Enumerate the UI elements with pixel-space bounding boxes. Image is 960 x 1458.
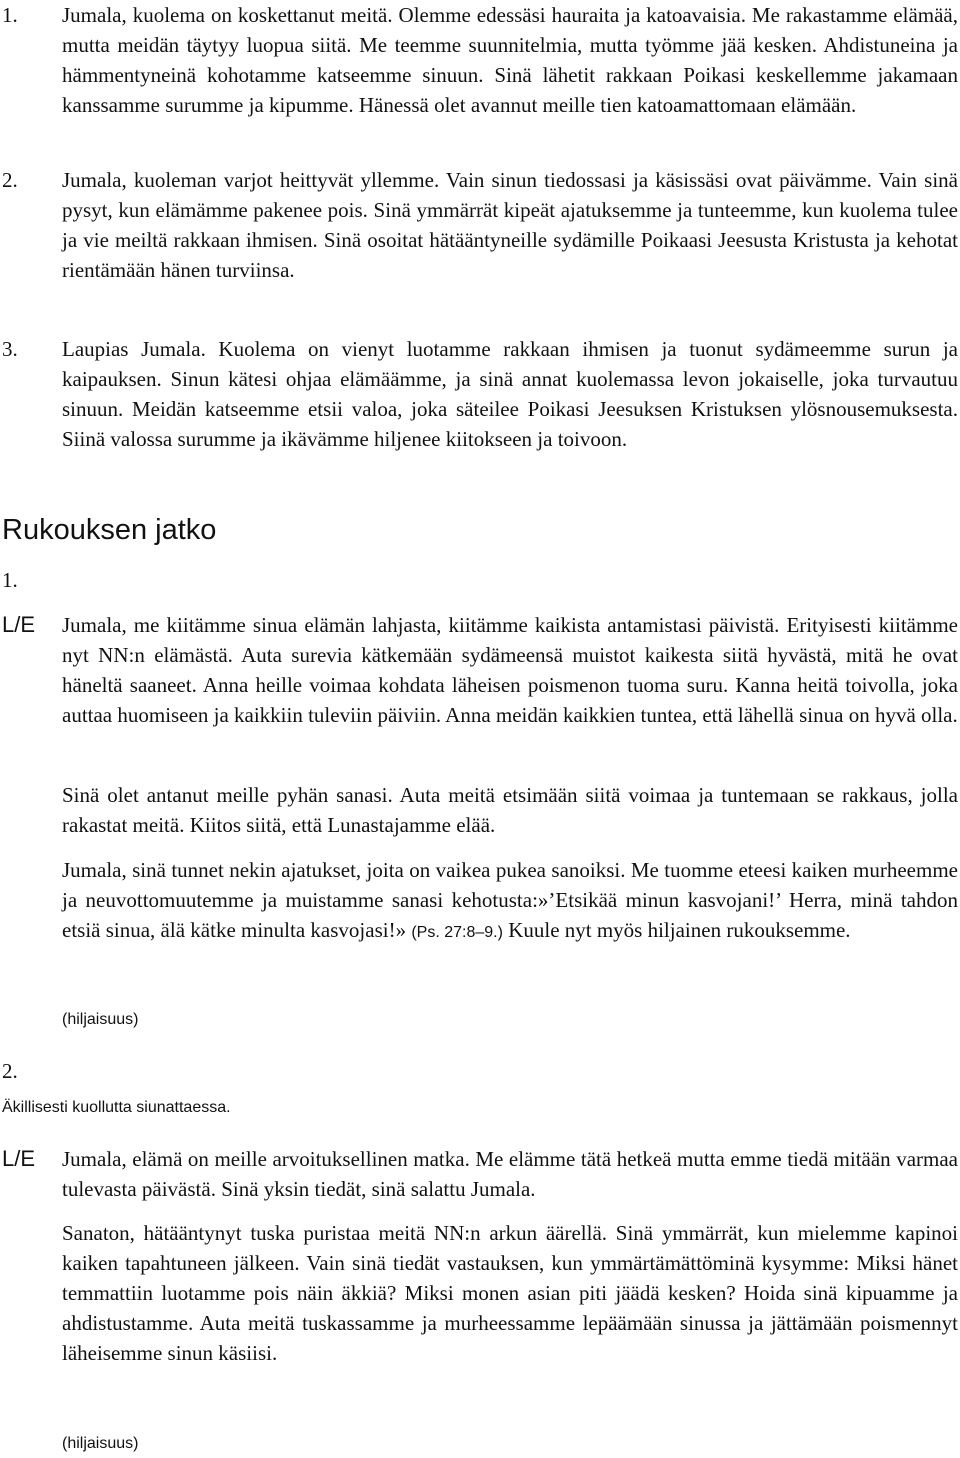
prayer-paragraph: Sinä olet antanut meille pyhän sanasi. Auta meitä etsimään siitä voimaa ja tuntemaan se rakkaus, jolla rakastat meitä. Kiitos siitä, että Lunastajamme elää. xyxy=(62,783,958,837)
prayer-paragraph: Sanaton, hätääntynyt tuska puristaa meitä NN:n arkun äärellä. Sinä ymmärrät, kun mielemme kapinoi kaiken tapahtuneen jälkeen. Vain sinä tiedät vastauksen, kun ymmärtämättöminä kysymme: Miksi hänet temmattiin luotamme pois näin äkkiä? Miksi monen asian piti jäädä kesken? Hoida sinä kipuamme ja ahdistustamme. Auta meitä tuskassamme ja murheessamme lepäämään sinussa ja jättämään poismennyt läheisemme sinun käsiisi. xyxy=(62,1221,958,1365)
prayer-text: Kuule nyt myös hiljainen rukouksemme. xyxy=(502,918,851,942)
part-number: 1. xyxy=(2,568,18,592)
prayer-paragraph xyxy=(62,855,958,948)
part-number: 2. xyxy=(2,1059,18,1083)
silence-note: (hiljaisuus) xyxy=(62,1011,139,1028)
item-number: 2. xyxy=(2,168,18,192)
speaker-label: L/E xyxy=(2,612,36,637)
section-heading: Rukouksen jatko xyxy=(2,514,217,546)
item-number: 3. xyxy=(2,337,18,361)
prayer-paragraph: Jumala, kuoleman varjot heittyvät yllemme. Vain sinun tiedossasi ja käsissäsi ovat päivämme. Vain sinä pysyt, kun elämämme pakenee pois. Sinä ymmärrät kipeät ajatuksemme ja tunteemme, kun kuolema tulee ja vie meiltä rakkaan ihmisen. Sinä osoitat hätääntyneille sydämille Poikaasi Jeesusta Kristusta ja kehotat rientämään hänen turviinsa. xyxy=(62,168,958,282)
scripture-reference: (Ps. 27:8–9.) xyxy=(411,924,503,941)
item-number: 1. xyxy=(2,3,18,27)
speaker-label: L/E xyxy=(2,1146,36,1171)
prayer-paragraph: Jumala, elämä on meille arvoituksellinen matka. Me elämme tätä hetkeä mutta emme tiedä mitään varmaa tulevasta päivästä. Sinä yksin tiedät, sinä salattu Jumala. xyxy=(62,1147,958,1201)
prayer-paragraph: Laupias Jumala. Kuolema on vienyt luotamme rakkaan ihmisen ja tuonut sydämeemme surun ja kaipauksen. Sinun kätesi ohjaa elämäämme, ja sinä annat kuolemassa levon jokaiselle, joka turvautuu sinuun. Meidän katseemme etsii valoa, joka säteilee Poikasi Jeesuksen Kristuksen ylösnousemuksesta. Siinä valossa surumme ja ikävämme hiljenee kiitokseen ja toivoon. xyxy=(62,337,958,451)
part-subtitle: Äkillisesti kuollutta siunattaessa. xyxy=(2,1099,231,1116)
prayer-paragraph: Jumala, kuolema on koskettanut meitä. Olemme edessäsi hauraita ja katoavaisia. Me rakastamme elämää, mutta meidän täytyy luopua siitä. Me teemme suunnitelmia, mutta työmme jää kesken. Ahdistuneina ja hämmentyneinä kohotamme katseemme sinuun. Sinä lähetit rakkaan Poikasi keskellemme jakamaan kanssamme surumme ja kipumme. Hänessä olet avannut meille tien katoamattomaan elämään. xyxy=(62,3,958,117)
prayer-text: Jumala, sinä tunnet nekin ajatukset, joita on vaikea pukea sanoiksi. Me tuomme eteesi kaiken murheemme ja neuvottomuutemme ja muistamme sanasi kehotusta:»’Etsikää minun kasvojani!’ Herra, minä tahdon etsiä sinua, älä kätke minulta kasvojasi!» xyxy=(62,858,958,942)
silence-note: (hiljaisuus) xyxy=(62,1435,139,1452)
prayer-paragraph: Jumala, me kiitämme sinua elämän lahjasta, kiitämme kaikista antamistasi päivistä. Erityisesti kiitämme nyt NN:n elämästä. Auta surevia kätkemään sydämeensä muistot kaikesta siitä hyvästä, mitä he ovat häneltä saaneet. Anna heille voimaa kohdata läheisen poismenon tuoma suru. Kanna heitä toivolla, joka auttaa huomiseen ja kaikkiin tuleviin päiviin. Anna meidän kaikkien tuntea, että lähellä sinua on hyvä olla. xyxy=(62,613,958,727)
